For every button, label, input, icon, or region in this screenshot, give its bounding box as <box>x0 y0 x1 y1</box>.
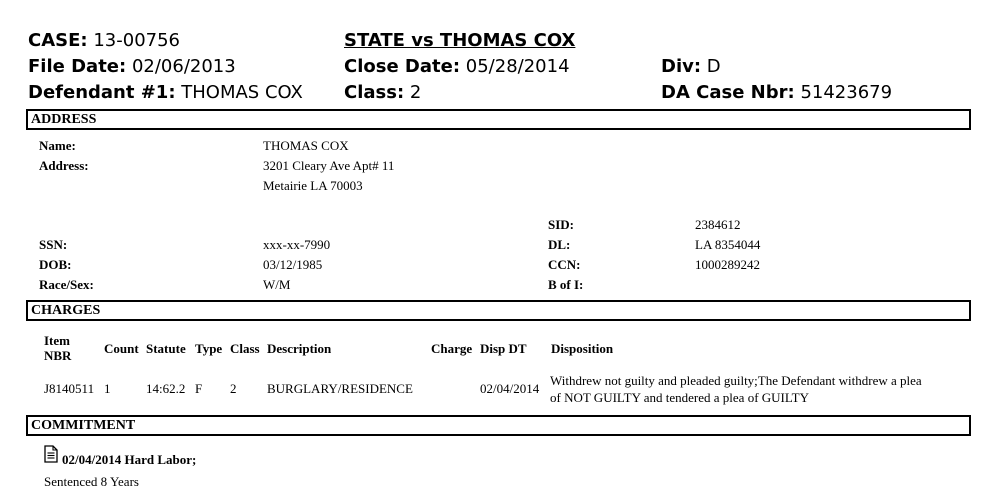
col-class: Class <box>230 341 260 356</box>
case-title: STATE vs THOMAS COX <box>344 30 576 51</box>
sid-label: SID: <box>548 217 575 232</box>
ssn-value: xxx-xx-7990 <box>263 237 331 252</box>
race-sex-label: Race/Sex: <box>39 277 94 292</box>
document-icon <box>44 445 58 463</box>
case-number: CASE: 13-00756 <box>28 30 181 51</box>
col-charge: Charge <box>431 341 473 356</box>
dob-label: DOB: <box>39 257 72 272</box>
col-disposition: Disposition <box>551 341 614 356</box>
col-disp-dt: Disp DT <box>480 341 527 356</box>
case-class: Class: 2 <box>344 82 422 103</box>
col-statute: Statute <box>146 341 186 356</box>
defendant: Defendant #1: THOMAS COX <box>28 82 303 103</box>
cell-statute: 14:62.2 <box>146 381 186 396</box>
commitment-entry-detail: Sentenced 8 Years <box>44 474 139 489</box>
cell-disposition: Withdrew not guilty and pleaded guilty;The Defendant withdrew a plea of NOT GUILTY and tendered a plea of GUILTY <box>550 373 922 405</box>
da-case-number: DA Case Nbr: 51423679 <box>661 82 893 103</box>
col-count: Count <box>104 341 139 356</box>
race-sex-value: W/M <box>263 277 291 292</box>
address-line2: Metairie LA 70003 <box>263 178 363 193</box>
cell-type: F <box>195 381 203 396</box>
ccn-value: 1000289242 <box>695 257 760 272</box>
dl-label: DL: <box>548 237 571 252</box>
commitment-entry-title: 02/04/2014 Hard Labor; <box>62 452 197 467</box>
cell-count: 1 <box>104 381 111 396</box>
commitment-section-header: COMMITMENT <box>26 415 971 436</box>
address-line1: 3201 Cleary Ave Apt# 11 <box>263 158 395 173</box>
col-item-nbr: Item NBR <box>44 333 72 363</box>
name-label: Name: <box>39 138 76 153</box>
cell-description: BURGLARY/RESIDENCE <box>267 381 413 396</box>
close-date: Close Date: 05/28/2014 <box>344 56 570 77</box>
cell-item-nbr: J8140511 <box>44 381 95 396</box>
ssn-label: SSN: <box>39 237 68 252</box>
name-value: THOMAS COX <box>263 138 349 153</box>
address-section-header: ADDRESS <box>26 109 971 130</box>
dl-value: LA 8354044 <box>695 237 761 252</box>
division: Div: D <box>661 56 721 77</box>
cell-class: 2 <box>230 381 237 396</box>
dob-value: 03/12/1985 <box>263 257 323 272</box>
charges-section-header: CHARGES <box>26 300 971 321</box>
sid-value: 2384612 <box>695 217 741 232</box>
ccn-label: CCN: <box>548 257 581 272</box>
col-description: Description <box>267 341 332 356</box>
address-label: Address: <box>39 158 89 173</box>
cell-disp-dt: 02/04/2014 <box>480 381 540 396</box>
col-type: Type <box>195 341 223 356</box>
file-date: File Date: 02/06/2013 <box>28 56 236 77</box>
bofi-label: B of I: <box>548 277 584 292</box>
